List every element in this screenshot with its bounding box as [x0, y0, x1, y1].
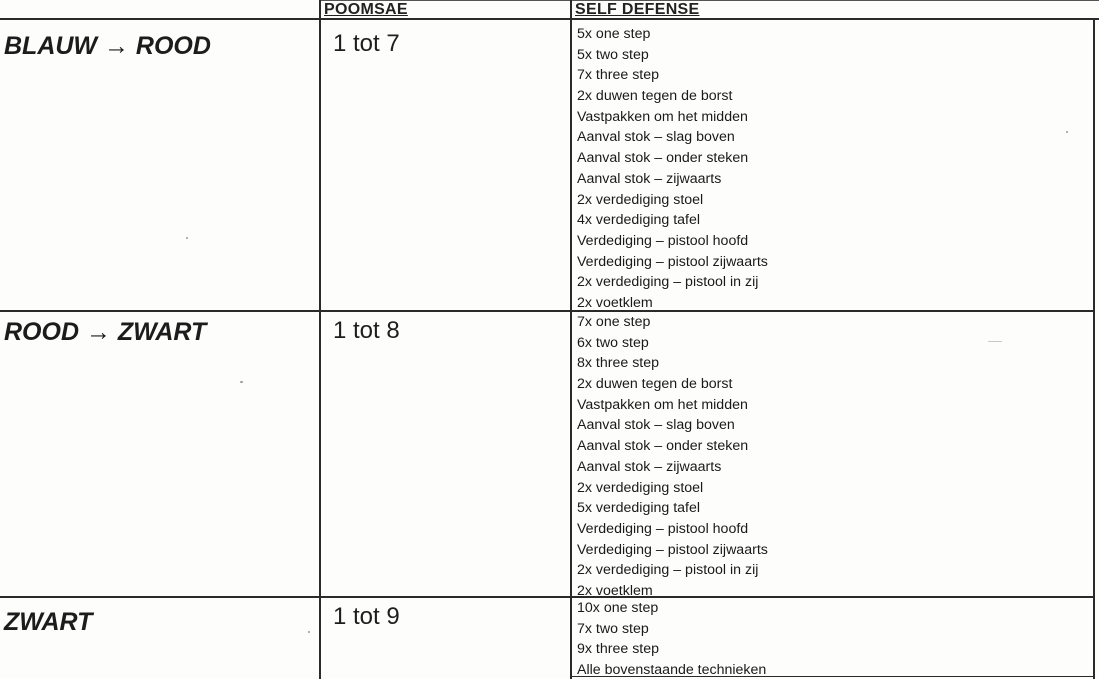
poomsae-range: 1 tot 9: [333, 603, 400, 630]
list-item: Aanval stok – zijwaarts: [577, 458, 722, 475]
list-item: Verdediging – pistool zijwaarts: [577, 541, 768, 558]
list-item: 4x verdediging tafel: [577, 212, 701, 229]
level-label: ZWART: [4, 608, 93, 636]
list-item: 5x one step: [577, 26, 651, 42]
level-label: BLAUW → ROOD: [4, 32, 211, 60]
list-item: Alle bovenstaande technieken: [577, 662, 767, 679]
scan-speck: [1066, 131, 1068, 133]
header-underline-poomsae: [320, 0, 1099, 1]
column-header-self-defense: SELF DEFENSE: [575, 1, 700, 18]
list-item: Vastpakken om het midden: [577, 396, 748, 413]
list-item: 2x duwen tegen de borst: [577, 88, 733, 105]
self-defense-list: [577, 598, 766, 681]
scan-speck: [308, 631, 310, 633]
column-divider-left: [319, 0, 321, 679]
list-item: 5x two step: [577, 46, 649, 63]
row-divider-2: [0, 596, 1095, 598]
self-defense-list: [577, 24, 768, 314]
list-item: 2x verdediging – pistool in zij: [577, 274, 759, 291]
list-item: Verdediging – pistool zijwaarts: [577, 253, 768, 270]
list-item: 6x two step: [577, 334, 649, 351]
scan-speck: [988, 341, 1002, 342]
list-item: 2x voetklem: [577, 294, 653, 311]
list-item: 2x verdediging stoel: [577, 479, 704, 496]
list-item: Aanval stok – onder steken: [577, 438, 749, 455]
list-item: Aanval stok – onder steken: [577, 150, 749, 167]
poomsae-range: 1 tot 8: [333, 317, 400, 344]
column-divider-right: [570, 0, 572, 679]
scan-speck: [186, 237, 188, 239]
list-item: Aanval stok – slag boven: [577, 129, 735, 146]
list-item: Aanval stok – slag boven: [577, 417, 735, 434]
self-defense-list: [577, 312, 768, 602]
column-header-poomsae: POOMSAE: [324, 1, 408, 18]
list-item: 2x duwen tegen de borst: [577, 376, 733, 393]
list-item: 9x three step: [577, 641, 660, 658]
level-label: ROOD → ZWART: [4, 318, 207, 346]
list-item: 2x voetklem: [577, 582, 653, 599]
scan-speck: [240, 381, 243, 383]
list-item: Verdediging – pistool hoofd: [577, 520, 749, 537]
list-item: Vastpakken om het midden: [577, 108, 748, 125]
list-item: 7x one step: [577, 314, 651, 330]
list-item: 2x verdediging – pistool in zij: [577, 562, 759, 579]
poomsae-range: 1 tot 7: [333, 30, 400, 57]
list-item: 8x three step: [577, 355, 660, 372]
table-top-border: [0, 18, 1099, 20]
table-right-border: [1093, 18, 1095, 679]
row-divider-1: [0, 310, 1095, 312]
list-item: 10x one step: [577, 600, 659, 616]
list-item: 7x three step: [577, 67, 660, 84]
list-item: Aanval stok – zijwaarts: [577, 170, 722, 187]
list-item: 2x verdediging stoel: [577, 191, 704, 208]
list-item: 7x two step: [577, 620, 649, 637]
list-item: 5x verdediging tafel: [577, 500, 701, 517]
list-item: Verdediging – pistool hoofd: [577, 232, 749, 249]
